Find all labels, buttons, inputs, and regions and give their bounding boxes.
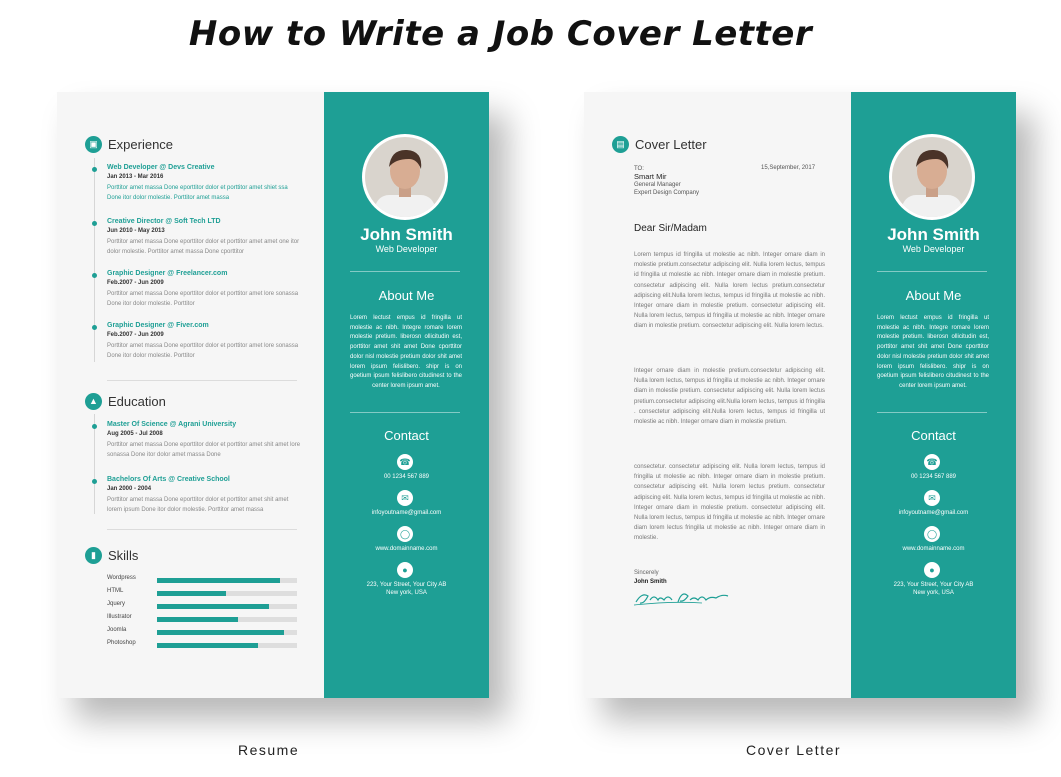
- skill-bar-fill: [157, 617, 238, 622]
- experience-entry: [107, 270, 302, 309]
- experience-entry: [107, 164, 302, 203]
- letter-paragraph: Lorem tempus id fringilla ut molestie ac nibh. Integer ornare diam in molestie pretium.consectetur adipiscing elit. Nulla lorem lectus, tempus id fringilla ut molestie ac nibh. Integer ornare diam in molestie pretium. consectetur adipiscing elit. Nulla lorem lectus pretium.consectetur adipiscing elit.Nulla lorem lectus, tempus id fringilla ut molestie ac nibh. Integer ornare diam in molestie pretium. consectetur adipiscing elit. Nulla lorem lectus, tempus id fringilla ut molestie ac nibh. Integer ornare diam in molestie pretium. consectetur adipiscing elit. Nulla lorem lectus.: [634, 252, 825, 330]
- entry-text: Porttitor amet massa Done eporttitor dolor et porttitor amet lore sonassa Done itor dolor molestie. Porttitor: [107, 343, 299, 359]
- closing-word: Sincerely: [634, 570, 659, 576]
- education-title: Education: [108, 394, 166, 409]
- to-label: TO:: [634, 166, 644, 172]
- phone-icon: ☎: [397, 454, 413, 470]
- timeline-dot: [92, 479, 97, 484]
- skills-title: Skills: [108, 548, 139, 563]
- phone-icon: ☎: [924, 454, 940, 470]
- skill-row: [107, 614, 297, 624]
- skill-row: [107, 588, 297, 598]
- profile-photo: [365, 137, 445, 217]
- globe-icon: ◯: [924, 526, 940, 542]
- cover-letter-title: Cover Letter: [635, 137, 707, 152]
- experience-timeline: [94, 158, 95, 362]
- entry-date: Feb.2007 - Jun 2009: [107, 280, 164, 286]
- bar-chart-icon: ▮: [85, 547, 102, 564]
- handwritten-signature: [632, 588, 732, 608]
- skill-name: Wordpress: [107, 575, 136, 581]
- contact-address-line2: New york, USA: [386, 590, 427, 596]
- skills-heading: [85, 547, 138, 564]
- education-heading: [85, 393, 166, 410]
- contact-website: www.domainname.com: [375, 546, 438, 552]
- entry-text: Porttitor amet massa Done eporttitor dolor et porttitor amet shiet ssa Done itor dolor molestie. Porttitor amet massa: [107, 185, 288, 201]
- skill-bar-track: [157, 604, 297, 609]
- contact-title: Contact: [384, 428, 429, 443]
- letter-paragraph: Integer ornare diam in molestie pretium.consectetur adipiscing elit. Nulla lorem lectus, tempus id fringilla ut molestie ac nibh. Integer ornare diam in molestie pretium. consectetur adipiscing elit. Nulla lorem lectus pretium.consectetur adipiscing elit.Nulla lorem lectus, tempus id fringilla . consectetur adipiscing elit.Nulla lorem lectus, tempus id fringilla ut molestie ac nibh. Integer ornare diam in molestie pretium.: [634, 368, 825, 426]
- skill-bar-fill: [157, 604, 269, 609]
- contact-email: infoyoutname@gmail.com: [371, 510, 442, 516]
- avatar: [362, 134, 448, 220]
- contact-email: infoyoutname@gmail.com: [898, 510, 969, 516]
- entry-text: Porttitor amet massa Done eporttitor dolor et porttitor amet amet one itor dolor molestie. Porttitor amet massa Done cporttitor: [107, 239, 300, 255]
- entry-title: Creative Director @ Soft Tech LTD: [107, 218, 221, 225]
- entry-date: Jun 2010 - May 2013: [107, 228, 165, 234]
- timeline-dot: [92, 221, 97, 226]
- profile-divider: [877, 412, 987, 413]
- entry-title: Master Of Science @ Agrani University: [107, 421, 237, 428]
- signer-name: John Smith: [634, 579, 667, 585]
- contact-address-line1: 223, Your Street, Your City AB: [366, 582, 447, 588]
- timeline-dot: [92, 167, 97, 172]
- cover-profile-column: [851, 92, 1016, 698]
- experience-title: Experience: [108, 137, 174, 152]
- education-entry: [107, 476, 302, 515]
- entry-date: Jan 2013 - Mar 2016: [107, 174, 164, 180]
- about-title: About Me: [378, 288, 435, 303]
- letter-paragraph: consectetur. consectetur adipiscing elit. Nulla lorem lectus, tempus id fringilla ut molestie ac nibh. Integer ornare diam in molestie pretium. consectetur adipiscing elit. Nulla lorem lectus pretium. consectetur adipiscing elit. Nulla lorem lectus, tempus id fringilla ut molestie ac nibh. Integer ornare diam in molestie pretium. consectetur adipiscing elit. Nulla lorem lectus, tempus id fringilla ut molestie ac nibh. Integer ornare diam lorem lectus fringilla ut molestie ac nibh. Integer ornare diam in molestie.: [634, 464, 825, 542]
- skill-row: [107, 575, 297, 585]
- recipient-name: Smart Mir: [634, 172, 667, 181]
- profile-role: Web Developer: [902, 244, 965, 254]
- contact-phone: 00 1234 567 889: [383, 474, 430, 480]
- recipient-block: [634, 165, 699, 197]
- profile-divider: [350, 271, 460, 272]
- page-headline: How to Write a Job Cover Letter: [188, 14, 813, 54]
- contact-address-line2: New york, USA: [913, 590, 954, 596]
- resume-left-column: [57, 92, 324, 698]
- letter-greeting: Dear Sir/Madam: [634, 223, 707, 234]
- entry-title: Bachelors Of Arts @ Creative School: [107, 476, 230, 483]
- skill-bar-track: [157, 643, 297, 648]
- experience-entry: [107, 322, 302, 361]
- resume-sheet: [57, 92, 489, 698]
- skill-name: Joomla: [107, 627, 127, 633]
- skill-row: [107, 627, 297, 637]
- document-icon: ▤: [612, 136, 629, 153]
- section-divider: [107, 380, 297, 381]
- profile-name: John Smith: [360, 225, 453, 244]
- cover-letter-caption: Cover Letter: [746, 742, 842, 758]
- entry-text: Porttitor amet massa Done eporttitor dolor et porttitor amet shit amet lore sonassa Done itor dolor amet massa Done: [107, 442, 301, 458]
- email-icon: ✉: [924, 490, 940, 506]
- skill-row: [107, 640, 297, 650]
- recipient-company: Expert Design Company: [634, 190, 700, 196]
- education-entry: [107, 421, 302, 460]
- contact-phone: 00 1234 567 889: [910, 474, 957, 480]
- about-text: Lorem lectust empus id fringilla ut molestie ac nibh. Integre romare lorem molestie pretium. liberosn ollicitudin est, porttitor amet shit amet Done cporttitor dolor nisl molestie pretium dolor shit amet lorem ipsum felislibero. shipr is on goetium ipsum felislibero citudinest to the center lorem ipsum amet.: [877, 315, 989, 389]
- avatar: [889, 134, 975, 220]
- letter-closing: [634, 569, 667, 587]
- skill-name: Illustrator: [107, 614, 132, 620]
- skill-bar-track: [157, 591, 297, 596]
- entry-title: Graphic Designer @ Freelancer.com: [107, 270, 228, 277]
- location-pin-icon: ●: [924, 562, 940, 578]
- timeline-dot: [92, 325, 97, 330]
- skill-bar-fill: [157, 591, 226, 596]
- entry-title: Graphic Designer @ Fiver.com: [107, 322, 209, 329]
- profile-photo: [892, 137, 972, 217]
- skill-row: [107, 601, 297, 611]
- entry-date: Aug 2005 - Jul 2008: [107, 431, 163, 437]
- skill-bar-track: [157, 578, 297, 583]
- entry-date: Feb.2007 - Jun 2009: [107, 332, 164, 338]
- profile-name: John Smith: [887, 225, 980, 244]
- education-timeline: [94, 414, 95, 514]
- skill-name: Photoshop: [107, 640, 136, 646]
- profile-divider: [877, 271, 987, 272]
- cover-letter-sheet: [584, 92, 1016, 698]
- email-icon: ✉: [397, 490, 413, 506]
- globe-icon: ◯: [397, 526, 413, 542]
- cover-letter-heading: [612, 136, 707, 153]
- skill-bar-fill: [157, 630, 284, 635]
- recipient-role: General Manager: [634, 182, 681, 188]
- skill-bar-track: [157, 630, 297, 635]
- entry-text: Porttitor amet massa Done eporttitor dolor et porttitor amet shit amet lorem ipsum Done itor dolor molestie. Porttitor amet massa: [107, 497, 289, 513]
- profile-divider: [350, 412, 460, 413]
- entry-date: Jan 2000 - 2004: [107, 486, 152, 492]
- contact-title: Contact: [911, 428, 956, 443]
- contact-address-line1: 223, Your Street, Your City AB: [893, 582, 974, 588]
- experience-entry: [107, 218, 302, 257]
- timeline-dot: [92, 424, 97, 429]
- experience-heading: [85, 136, 173, 153]
- about-title: About Me: [905, 288, 962, 303]
- cover-letter-left-column: [584, 92, 851, 698]
- location-pin-icon: ●: [397, 562, 413, 578]
- letter-date: 15,September, 2017: [761, 165, 816, 171]
- resume-caption: Resume: [238, 742, 300, 758]
- skill-bar-fill: [157, 578, 280, 583]
- skill-name: Jquery: [107, 601, 126, 607]
- timeline-dot: [92, 273, 97, 278]
- skill-bar-fill: [157, 643, 258, 648]
- skill-bar-track: [157, 617, 297, 622]
- skill-name: HTML: [107, 588, 124, 594]
- graduation-cap-icon: ▲: [85, 393, 102, 410]
- profile-role: Web Developer: [375, 244, 438, 254]
- entry-title: Web Developer @ Devs Creative: [107, 164, 215, 171]
- resume-profile-column: [324, 92, 489, 698]
- briefcase-icon: ▣: [85, 136, 102, 153]
- about-text: Lorem lectust empus id fringilla ut molestie ac nibh. Integre romare lorem molestie pretium. liberosn ollicitudin est, porttitor amet shit amet Done cporttitor dolor nisl molestie pretium dolor shit amet lorem ipsum felislibero. shipr is on goetium ipsum felislibero citudinest to the center lorem ipsum amet.: [350, 315, 462, 389]
- contact-website: www.domainname.com: [902, 546, 965, 552]
- entry-text: Porttitor amet massa Done eporttitor dolor et porttitor amet lore sonassa Done itor dolor molestie. Porttitor: [107, 291, 299, 307]
- section-divider: [107, 529, 297, 530]
